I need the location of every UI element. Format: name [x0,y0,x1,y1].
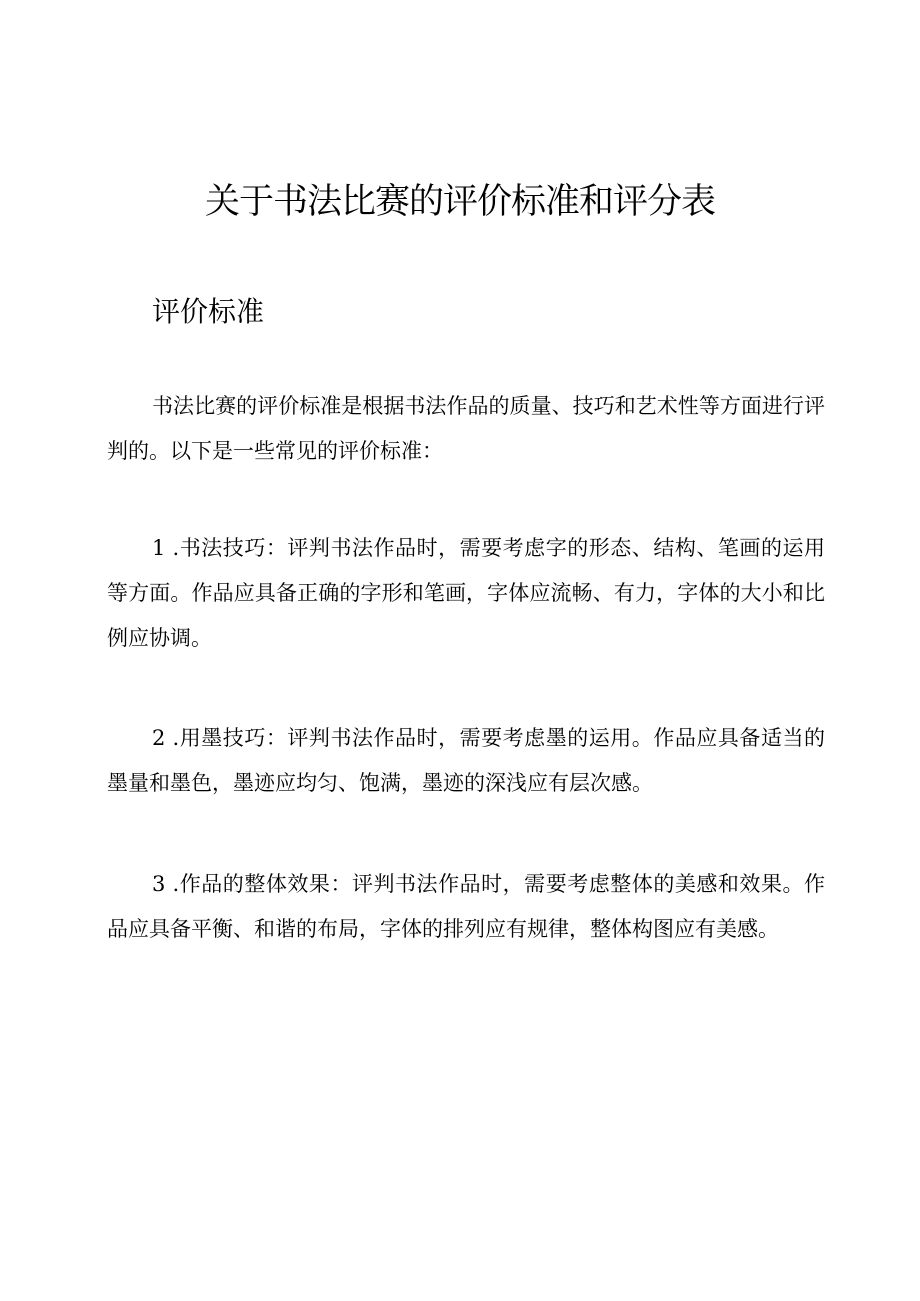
criterion-item-2: 2 .用墨技巧：评判书法作品时，需要考虑墨的运用。作品应具备适当的墨量和墨色，墨迹应均匀、饱满，墨迹的深浅应有层次感。 [107,726,825,795]
criterion-item-1: 1 .书法技巧：评判书法作品时，需要考虑字的形态、结构、笔画的运用等方面。作品应具备正确的字形和笔画，字体应流畅、有力，字体的大小和比例应协调。 [107,536,825,650]
criterion-item-3: 3 .作品的整体效果：评判书法作品时，需要考虑整体的美感和效果。作品应具备平衡、和谐的布局，字体的排列应有规律，整体构图应有美感。 [107,872,825,941]
section-heading: 评价标准 [152,295,265,328]
intro-paragraph: 书法比赛的评价标准是根据书法作品的质量、技巧和艺术性等方面进行评判的。以下是一些常见的评价标准： [107,394,825,463]
document-title: 关于书法比赛的评价标准和评分表 [204,182,715,222]
